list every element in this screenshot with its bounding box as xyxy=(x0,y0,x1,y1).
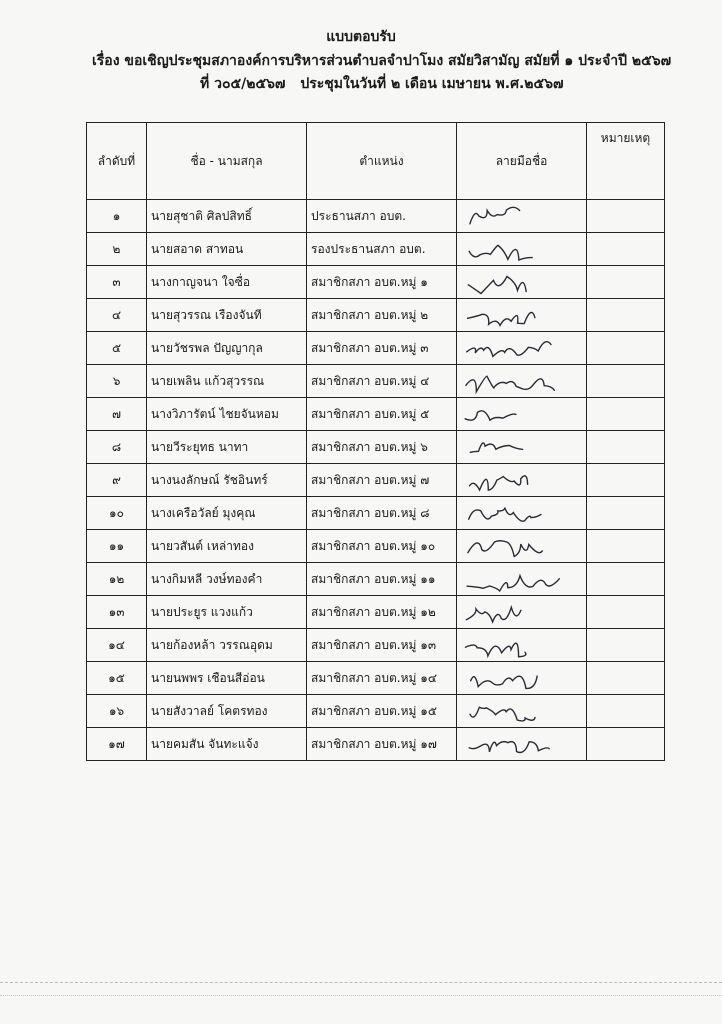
handwritten-signature xyxy=(461,629,571,662)
signature-stroke xyxy=(470,207,520,223)
table-row xyxy=(87,365,665,398)
handwritten-signature xyxy=(461,662,571,695)
row-number: ๗ xyxy=(87,398,147,431)
signature-stroke xyxy=(468,277,526,294)
member-name: นายสังวาลย์ โคตรทอง xyxy=(147,695,307,728)
row-number: ๑๓ xyxy=(87,596,147,629)
table-row xyxy=(87,431,665,464)
handwritten-signature xyxy=(461,497,571,530)
member-position: สมาชิกสภา อบต.หมู่ ๑๓ xyxy=(307,629,457,662)
member-position: สมาชิกสภา อบต.หมู่ ๓ xyxy=(307,332,457,365)
handwritten-signature xyxy=(461,200,571,233)
member-name: นายวัชรพล ปัญญากุล xyxy=(147,332,307,365)
member-name: นายก้องหล้า วรรณอุดม xyxy=(147,629,307,662)
member-name: นายสุวรรณ เรืองจันที xyxy=(147,299,307,332)
table-row xyxy=(87,662,665,695)
member-position: สมาชิกสภา อบต.หมู่ ๒ xyxy=(307,299,457,332)
signature-stroke xyxy=(467,576,559,591)
signature-stroke xyxy=(468,312,535,325)
member-position: สมาชิกสภา อบต.หมู่ ๑๗ xyxy=(307,728,457,761)
document-subject: เรื่อง ขอเชิญประชุมสภาองค์การบริหารส่วนตำบลจำปาโมง สมัยวิสามัญ สมัยที่ ๑ ประจำปี ๒๕๖๗ xyxy=(92,53,672,69)
document-title: แบบตอบรับ xyxy=(326,29,396,45)
member-position: สมาชิกสภา อบต.หมู่ ๑๐ xyxy=(307,530,457,563)
member-signature xyxy=(457,662,587,695)
row-number: ๑๕ xyxy=(87,662,147,695)
table-row xyxy=(87,728,665,761)
header-position: ตำแหน่ง xyxy=(307,123,457,200)
member-remark xyxy=(587,596,665,629)
row-number: ๕ xyxy=(87,332,147,365)
table-row xyxy=(87,596,665,629)
member-signature xyxy=(457,464,587,497)
member-signature xyxy=(457,233,587,266)
table-row xyxy=(87,200,665,233)
handwritten-signature xyxy=(461,365,571,398)
table-row xyxy=(87,629,665,662)
member-name: นายวีระยุทธ นาทา xyxy=(147,431,307,464)
member-remark xyxy=(587,662,665,695)
member-remark xyxy=(587,563,665,596)
member-position: รองประธานสภา อบต. xyxy=(307,233,457,266)
member-name: นางกิมหลี วงษ์ทองคำ xyxy=(147,563,307,596)
handwritten-signature xyxy=(461,728,571,761)
table-row xyxy=(87,398,665,431)
member-remark xyxy=(587,431,665,464)
signature-stroke xyxy=(467,342,551,357)
handwritten-signature xyxy=(461,431,571,464)
signature-stroke xyxy=(468,541,542,557)
header-remarks: หมายเหตุ xyxy=(587,123,665,200)
member-signature xyxy=(457,530,587,563)
member-remark xyxy=(587,497,665,530)
signature-stroke xyxy=(470,707,535,721)
member-position: ประธานสภา อบต. xyxy=(307,200,457,233)
row-number: ๖ xyxy=(87,365,147,398)
member-position: สมาชิกสภา อบต.หมู่ ๔ xyxy=(307,365,457,398)
member-signature xyxy=(457,596,587,629)
table-row xyxy=(87,332,665,365)
row-number: ๑๖ xyxy=(87,695,147,728)
member-remark xyxy=(587,233,665,266)
row-number: ๘ xyxy=(87,431,147,464)
signature-stroke xyxy=(466,607,521,622)
member-remark xyxy=(587,299,665,332)
member-signature xyxy=(457,266,587,299)
handwritten-signature xyxy=(461,530,571,563)
handwritten-signature xyxy=(461,398,571,431)
member-signature xyxy=(457,497,587,530)
member-remark xyxy=(587,530,665,563)
member-signature xyxy=(457,200,587,233)
handwritten-signature xyxy=(461,596,571,629)
member-remark xyxy=(587,629,665,662)
member-name: นางกาญจนา ใจซื่อ xyxy=(147,266,307,299)
member-signature xyxy=(457,728,587,761)
member-position: สมาชิกสภา อบต.หมู่ ๖ xyxy=(307,431,457,464)
header-name: ชื่อ - นามสกุล xyxy=(147,123,307,200)
member-signature xyxy=(457,299,587,332)
signature-stroke xyxy=(470,443,522,452)
document-reference xyxy=(200,73,574,95)
handwritten-signature xyxy=(461,266,571,299)
table-header-row xyxy=(87,123,665,200)
row-number: ๑๒ xyxy=(87,563,147,596)
member-name: นางวิภารัตน์ ไชยจันหอม xyxy=(147,398,307,431)
signature-stroke xyxy=(469,742,549,753)
member-position: สมาชิกสภา อบต.หมู่ ๑๒ xyxy=(307,596,457,629)
member-remark xyxy=(587,332,665,365)
member-signature xyxy=(457,431,587,464)
row-number: ๑๑ xyxy=(87,530,147,563)
row-number: ๑๔ xyxy=(87,629,147,662)
member-position: สมาชิกสภา อบต.หมู่ ๑ xyxy=(307,266,457,299)
row-number: ๙ xyxy=(87,464,147,497)
row-number: ๑๗ xyxy=(87,728,147,761)
row-number: ๒ xyxy=(87,233,147,266)
member-signature xyxy=(457,563,587,596)
member-position: สมาชิกสภา อบต.หมู่ ๘ xyxy=(307,497,457,530)
table-row xyxy=(87,497,665,530)
header-signature: ลายมือชื่อ xyxy=(457,123,587,200)
signature-stroke xyxy=(471,676,537,688)
member-signature xyxy=(457,365,587,398)
table-row xyxy=(87,464,665,497)
member-remark xyxy=(587,728,665,761)
member-name: นายนพพร เชือนสีอ่อน xyxy=(147,662,307,695)
member-name: นายคมสัน จันทะแจ้ง xyxy=(147,728,307,761)
handwritten-signature xyxy=(461,563,571,596)
table-row xyxy=(87,299,665,332)
member-remark xyxy=(587,365,665,398)
reference-number: ที่ ว๐๕/๒๕๖๗ xyxy=(200,76,286,92)
member-name: นายสุชาติ ศิลปสิทธิ์ xyxy=(147,200,307,233)
signature-stroke xyxy=(469,245,532,260)
handwritten-signature xyxy=(461,332,571,365)
member-remark xyxy=(587,464,665,497)
signature-stroke xyxy=(466,643,526,657)
meeting-date: ประชุมในวันที่ ๒ เดือน เมษายน พ.ศ.๒๕๖๗ xyxy=(300,76,564,92)
member-position: สมาชิกสภา อบต.หมู่ ๑๔ xyxy=(307,662,457,695)
member-signature xyxy=(457,629,587,662)
signature-stroke xyxy=(470,476,528,490)
member-name: นายวสันต์ เหล่าทอง xyxy=(147,530,307,563)
handwritten-signature xyxy=(461,695,571,728)
table-row xyxy=(87,233,665,266)
table-row xyxy=(87,563,665,596)
member-position: สมาชิกสภา อบต.หมู่ ๗ xyxy=(307,464,457,497)
row-number: ๔ xyxy=(87,299,147,332)
member-remark xyxy=(587,266,665,299)
table-row xyxy=(87,530,665,563)
table-body xyxy=(87,200,665,761)
member-position: สมาชิกสภา อบต.หมู่ ๑๕ xyxy=(307,695,457,728)
member-name: นางนงลักษณ์ รัชอินทร์ xyxy=(147,464,307,497)
member-position: สมาชิกสภา อบต.หมู่ ๕ xyxy=(307,398,457,431)
member-name: นายสอาด สาทอน xyxy=(147,233,307,266)
table-row xyxy=(87,266,665,299)
member-remark xyxy=(587,398,665,431)
table-row xyxy=(87,695,665,728)
row-number: ๓ xyxy=(87,266,147,299)
member-name: นางเครือวัลย์ มุงคุณ xyxy=(147,497,307,530)
signature-stroke xyxy=(469,508,541,522)
member-remark xyxy=(587,695,665,728)
member-name: นายประยูร แวงแก้ว xyxy=(147,596,307,629)
member-signature xyxy=(457,695,587,728)
member-signature xyxy=(457,398,587,431)
attendance-table xyxy=(86,122,665,761)
handwritten-signature xyxy=(461,299,571,332)
row-number: ๑๐ xyxy=(87,497,147,530)
member-name: นายเพลิน แก้วสุวรรณ xyxy=(147,365,307,398)
scan-artifact-lines xyxy=(0,982,722,996)
member-position: สมาชิกสภา อบต.หมู่ ๑๑ xyxy=(307,563,457,596)
signature-stroke xyxy=(466,376,555,392)
handwritten-signature xyxy=(461,233,571,266)
member-signature xyxy=(457,332,587,365)
header-no: ลำดับที่ xyxy=(87,123,147,200)
handwritten-signature xyxy=(461,464,571,497)
member-remark xyxy=(587,200,665,233)
signature-stroke xyxy=(465,411,516,420)
row-number: ๑ xyxy=(87,200,147,233)
